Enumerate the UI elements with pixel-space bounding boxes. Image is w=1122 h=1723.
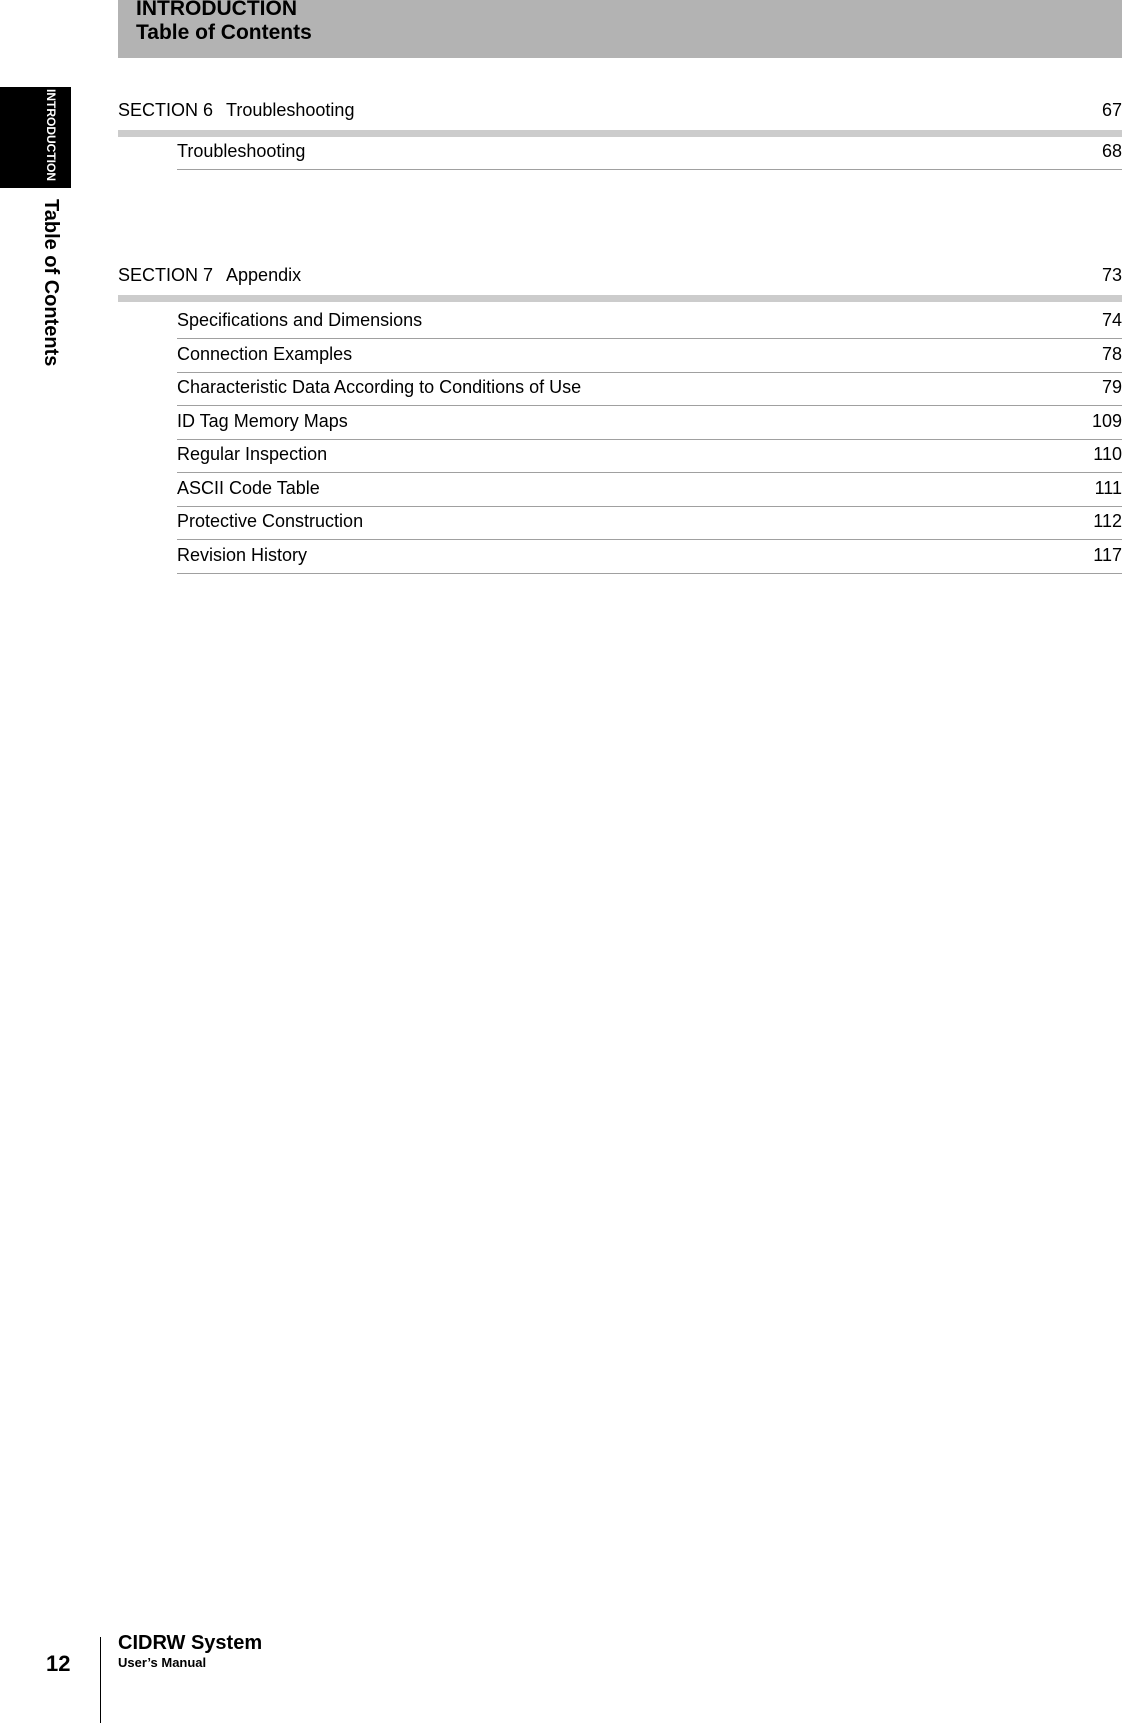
entry-page: 110 <box>1093 444 1122 464</box>
section-divider <box>118 295 1122 302</box>
entry-page: 111 <box>1094 478 1122 498</box>
toc-entry[interactable] <box>177 305 1122 339</box>
section-number: SECTION 6 <box>118 100 214 120</box>
entry-title: ID Tag Memory Maps <box>177 411 348 431</box>
entry-title: Protective Construction <box>177 511 364 531</box>
toc-entry[interactable] <box>177 506 1122 540</box>
header-title: Table of Contents <box>136 21 312 44</box>
entry-page: 112 <box>1093 511 1122 531</box>
section-title: Troubleshooting <box>226 100 355 120</box>
toc-section-7[interactable] <box>118 265 1122 291</box>
entry-page: 68 <box>1101 141 1122 161</box>
toc-entry[interactable] <box>177 372 1122 406</box>
side-tab-label: INTRODUCTION <box>44 89 58 181</box>
entry-title: ASCII Code Table <box>177 478 320 498</box>
toc-section-6[interactable] <box>118 100 1122 126</box>
toc-entry[interactable] <box>177 136 1122 170</box>
entry-page: 79 <box>1101 377 1122 397</box>
entry-title: Connection Examples <box>177 344 353 364</box>
side-tab-introduction <box>0 87 71 188</box>
side-vertical-title: Table of Contents <box>40 199 62 367</box>
footer-product-title: CIDRW System <box>118 1632 263 1654</box>
toc-entry[interactable] <box>177 439 1122 473</box>
entry-title: Characteristic Data According to Conditions of Use <box>177 377 582 397</box>
entry-page: 109 <box>1091 411 1122 431</box>
toc-entry[interactable] <box>177 406 1122 440</box>
section-page: 67 <box>1101 100 1122 120</box>
footer-manual-subtitle: User’s Manual <box>118 1655 207 1670</box>
entry-title: Revision History <box>177 545 308 565</box>
footer-page-number: 12 <box>46 1651 71 1676</box>
section-title: Appendix <box>226 265 302 285</box>
entry-title: Specifications and Dimensions <box>177 310 423 330</box>
section-number: SECTION 7 <box>118 265 214 285</box>
section-page: 73 <box>1101 265 1122 285</box>
entry-title: Regular Inspection <box>177 444 328 464</box>
toc-entry[interactable] <box>177 540 1122 574</box>
entry-page: 78 <box>1101 344 1122 364</box>
toc-entry[interactable] <box>177 473 1122 507</box>
page-header <box>118 0 1122 58</box>
entry-page: 117 <box>1093 545 1122 565</box>
toc-entry[interactable] <box>177 339 1122 373</box>
header-chapter: INTRODUCTION <box>136 0 297 20</box>
footer-divider <box>100 1637 101 1723</box>
entry-title: Troubleshooting <box>177 141 306 161</box>
entry-page: 74 <box>1101 310 1122 330</box>
